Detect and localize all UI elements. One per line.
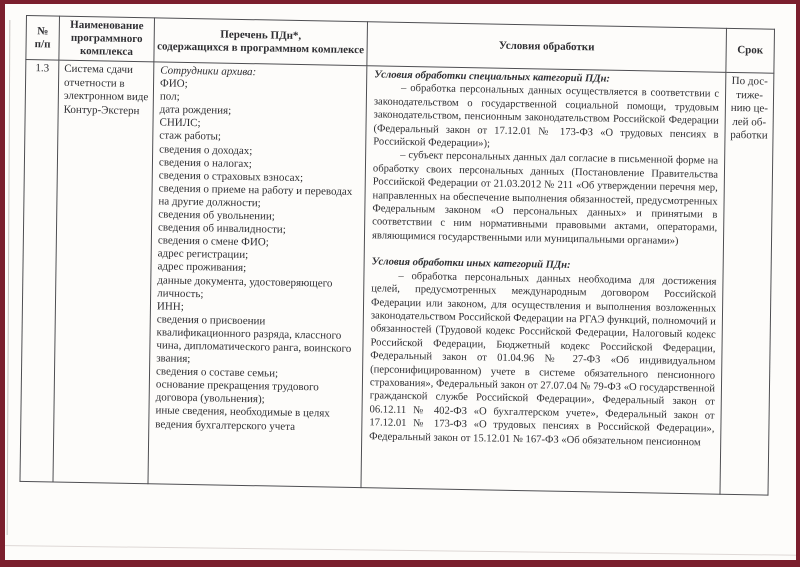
table-row-1-3	[20, 59, 774, 495]
pdn-item: сведения о налогах;	[158, 156, 252, 170]
pdn-item: дата рождения;	[159, 103, 232, 118]
pdn-item: основание прекращения трудового договора (увольнения);	[155, 378, 319, 406]
term-text: По дос- тиже- нию це- лей об- работки	[730, 74, 769, 142]
other-categories-paragraphs	[369, 269, 716, 450]
program-name: Система сдачи отчетности в электронном виде Контур-Экстерн	[63, 62, 149, 117]
pdn-item: сведения о составе семьи;	[155, 365, 279, 380]
col-header-conditions: Условия обработки	[367, 22, 727, 73]
pdn-item: ФИО;	[159, 77, 188, 91]
pdn-list	[155, 78, 362, 435]
pdn-item: данные документа, удостоверяющего личность;	[157, 273, 333, 300]
col-header-program-name: Наименование программного комплекса	[59, 16, 155, 62]
document-body	[19, 15, 775, 496]
pdn-item: сведения о доходах;	[159, 143, 253, 157]
condition-paragraph: – субъект персональных данных дал согласие в письменной форме на обработку своих персональных данных (Постановление Правительства Российской Федерации от 21.03.2012 № 211 «Об утверждении перечня мер, направленных на обеспечение выполнения обязанностей, предусмотренных Федеральным законом «О персональных данных» и принятыми в соответствии с ним нормативными правовыми актами, операторами, являющимися государственными или муниципальными органами»)	[371, 150, 719, 247]
pdn-item: иные сведения, необходимые в целях ведения бухгалтерского учета	[155, 404, 330, 433]
pdn-item: сведения о страховых взносах;	[158, 169, 304, 184]
condition-paragraph: – обработка персональных данных осуществляется в соответствии с законодательством о государственной социальной помощи, трудовым законодательством, пенсионным законодательством Российской Федерации (Федеральный закон от 17.12.01 № 173-ФЗ «О трудовых пенсиях в Российской Федерации»);	[373, 83, 720, 150]
pdn-item: СНИЛС;	[159, 116, 201, 130]
col-header-pdn-list: Перечень ПДн*, содержащихся в программном комплексе	[154, 18, 368, 66]
pdn-item: сведения о присвоении квалификационного разряда, классного чина, дипломатического ранга, воинского звания;	[156, 313, 352, 366]
row-number: 1.3	[35, 62, 50, 75]
pdn-list-title: Сотрудники архива:	[160, 64, 257, 79]
pdn-item: сведения об увольнении;	[158, 208, 275, 223]
pdn-item: адрес проживания;	[157, 260, 247, 275]
pdn-item: сведения о смене ФИО;	[157, 234, 269, 249]
cell-processing-conditions	[361, 66, 726, 494]
pdn-item: стаж работы;	[159, 129, 222, 144]
col-header-num: № п/п	[26, 16, 60, 61]
special-categories-paragraphs	[372, 82, 719, 249]
col-header-term: Срок	[726, 28, 775, 73]
pdn-item: сведения об инвалидности;	[157, 221, 286, 236]
pdn-item: пол;	[159, 90, 180, 104]
pdn-item: адрес регистрации;	[157, 247, 249, 262]
cell-pdn-list	[148, 62, 367, 488]
cell-term	[720, 72, 774, 495]
condition-paragraph: – обработка персональных данных необходима для достижения целей, предусмотренных международным договором Российской Федерации или законом, для осуществления и выполнения возложенных законодательством Российской Федерации на РГАЭ функций, полномочий и обязанностей (Трудовой кодекс Российской Федерации, Налоговый кодекс Российской Федерации, Бюджетный кодекс Российской Федерации, Федеральный закон от 01.04.96 № 27-ФЗ «Об индивидуальном (персонифицированном) учете в системе обязательного пенсионного страхования», Федеральный закон от 27.07.04 № 79-ФЗ «О государственной гражданской службе Российской Федерации», Федеральный закон от 06.12.11 № 402-ФЗ «О бухгалтерском учете», Федеральный закон от 17.12.01 № 173-ФЗ «О трудовых пенсиях в Российской Федерации», Федеральный закон от 15.12.01 № 167-ФЗ «Об обязательном пенсионном	[369, 270, 717, 448]
pdn-item: ИНН;	[156, 300, 184, 313]
cell-program-name	[53, 60, 154, 484]
special-categories-heading: Условия обработки специальных категорий ПДн:	[374, 69, 611, 85]
paper-bottom-edge	[0, 545, 800, 556]
page-edge-line	[7, 20, 11, 535]
pdn-item: сведения о приеме на работу и переводах на другие должности;	[158, 182, 353, 210]
pdn-processing-table	[19, 15, 775, 496]
other-categories-heading: Условия обработки иных категорий ПДн:	[371, 256, 571, 272]
